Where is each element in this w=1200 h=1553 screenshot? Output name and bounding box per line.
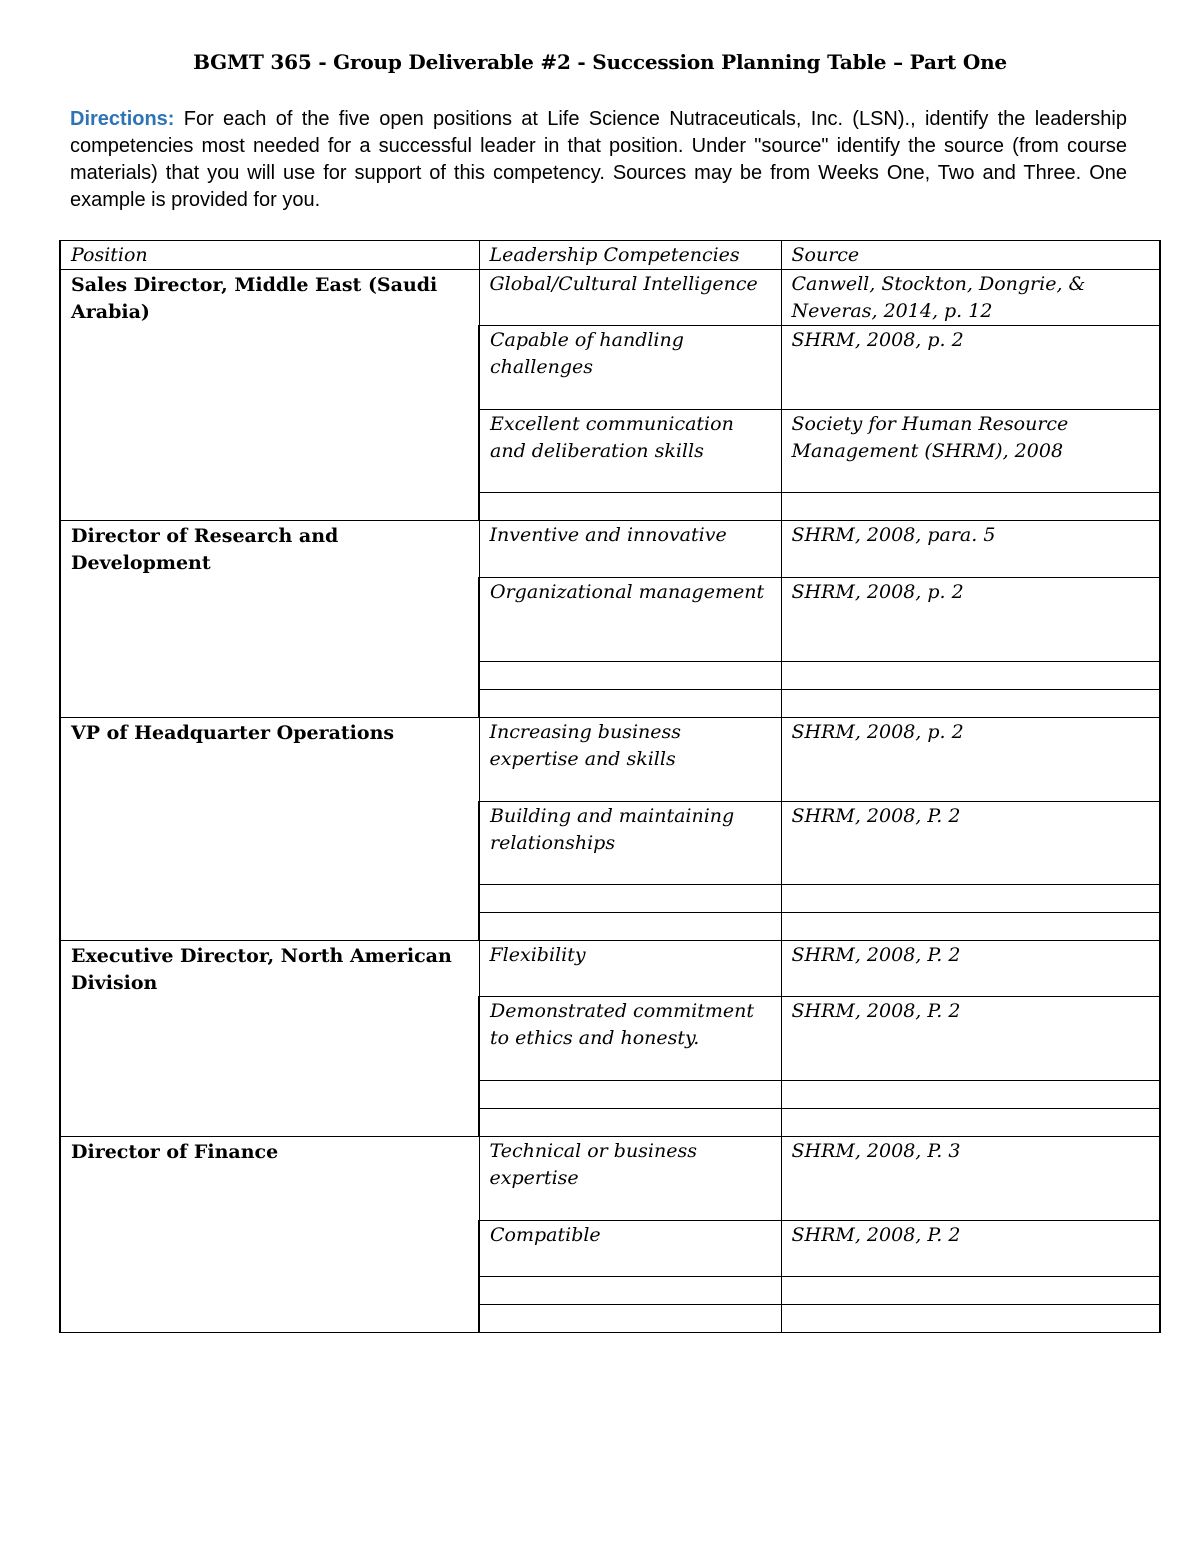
source-cell [781, 690, 1160, 718]
position-cell: VP of Headquarter Operations [60, 718, 479, 941]
source-cell: SHRM, 2008, p. 2 [781, 326, 1160, 410]
source-cell: Society for Human Resource Management (SHRM), 2008 [781, 410, 1160, 493]
header-position: Position [60, 241, 479, 270]
competency-cell: Building and maintaining relationships [479, 802, 781, 885]
table-row [60, 521, 1160, 578]
source-cell [781, 913, 1160, 941]
competency-cell [479, 913, 781, 941]
competency-cell [479, 1109, 781, 1137]
competency-cell [479, 1305, 781, 1333]
source-cell [781, 1109, 1160, 1137]
competency-cell: Technical or business expertise [479, 1137, 781, 1221]
source-cell [781, 885, 1160, 913]
competency-cell: Demonstrated commitment to ethics and honesty. [479, 997, 781, 1081]
position-cell: Executive Director, North American Division [60, 941, 479, 1137]
source-cell: SHRM, 2008, P. 2 [781, 802, 1160, 885]
position-cell: Director of Finance [60, 1137, 479, 1333]
header-source: Source [781, 241, 1160, 270]
table-row [60, 941, 1160, 997]
document-title: BGMT 365 - Group Deliverable #2 - Succession Planning Table – Part One [193, 50, 1007, 74]
table-row [60, 270, 1160, 326]
source-cell: SHRM, 2008, p. 2 [781, 718, 1160, 802]
competency-cell [479, 493, 781, 521]
competency-cell: Inventive and innovative [479, 521, 781, 578]
source-cell: SHRM, 2008, P. 3 [781, 1137, 1160, 1221]
source-cell: Canwell, Stockton, Dongrie, & Neveras, 2014, p. 12 [781, 270, 1160, 326]
header-competencies: Leadership Competencies [479, 241, 781, 270]
competency-cell: Compatible [479, 1221, 781, 1277]
competency-cell: Increasing business expertise and skills [479, 718, 781, 802]
competency-cell [479, 1081, 781, 1109]
competency-cell [479, 885, 781, 913]
source-cell [781, 1305, 1160, 1333]
source-cell: SHRM, 2008, para. 5 [781, 521, 1160, 578]
source-cell: SHRM, 2008, P. 2 [781, 997, 1160, 1081]
position-cell: Sales Director, Middle East (Saudi Arabia) [60, 270, 479, 521]
table-header-row [60, 241, 1160, 270]
source-cell: SHRM, 2008, P. 2 [781, 1221, 1160, 1277]
table-row [60, 718, 1160, 802]
competency-cell: Excellent communication and deliberation skills [479, 410, 781, 493]
competency-cell: Capable of handling challenges [479, 326, 781, 410]
competency-cell [479, 690, 781, 718]
succession-planning-table [59, 240, 1161, 1333]
competency-cell [479, 1277, 781, 1305]
source-cell [781, 662, 1160, 690]
source-cell [781, 1277, 1160, 1305]
directions-paragraph [70, 106, 1127, 214]
source-cell: SHRM, 2008, p. 2 [781, 578, 1160, 662]
position-cell: Director of Research and Development [60, 521, 479, 718]
source-cell [781, 493, 1160, 521]
competency-cell: Flexibility [479, 941, 781, 997]
table-row [60, 1137, 1160, 1221]
competency-cell: Global/Cultural Intelligence [479, 270, 781, 326]
competency-cell [479, 662, 781, 690]
source-cell [781, 1081, 1160, 1109]
source-cell: SHRM, 2008, P. 2 [781, 941, 1160, 997]
directions-label: Directions: [70, 108, 175, 130]
directions-text: For each of the five open positions at Life Science Nutraceuticals, Inc. (LSN)., identify the leadership competencies most needed for a successful leader in that position. Under "source" identify the source (from course materials) that you will use for support of this competency. Sources may be from Weeks One, Two and Three. One example is provided for you. [70, 108, 1127, 211]
competency-cell: Organizational management [479, 578, 781, 662]
